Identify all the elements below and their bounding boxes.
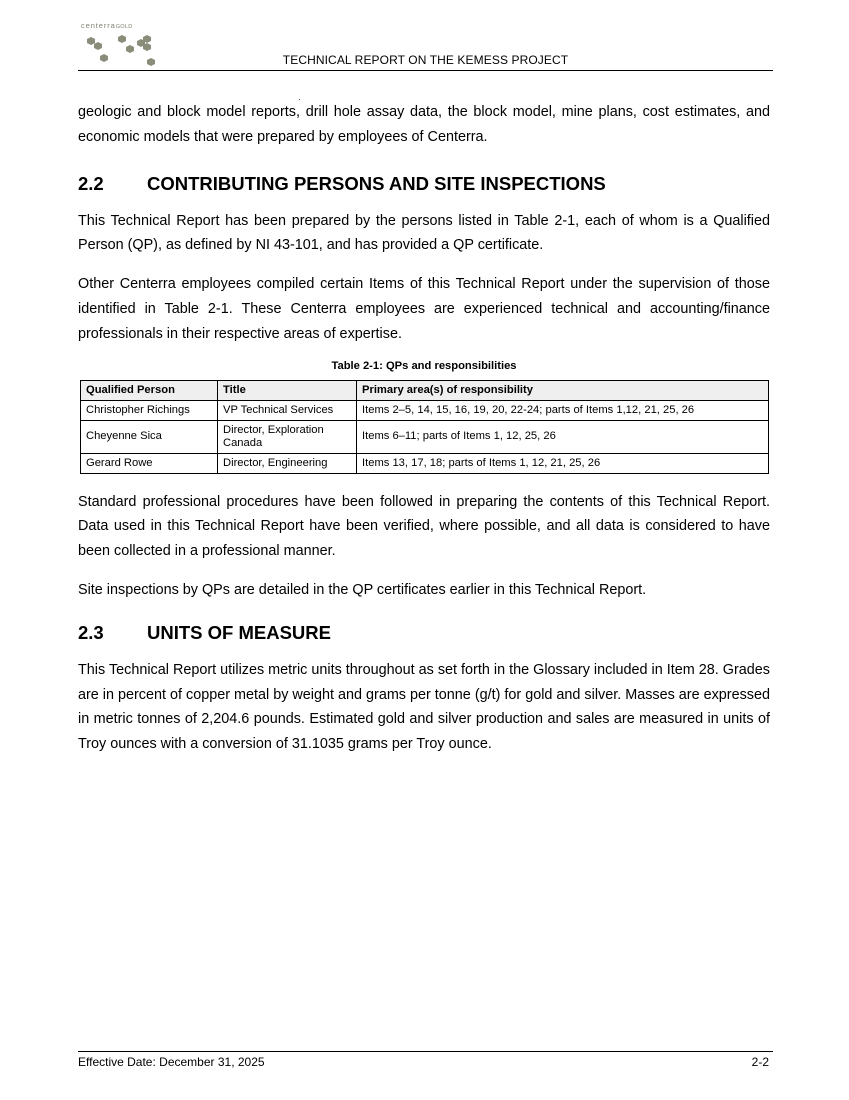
table-cell: Items 6–11; parts of Items 1, 12, 25, 26 — [357, 420, 769, 453]
table-cell: Director, Engineering — [218, 453, 357, 473]
paragraph-standard-procedures: Standard professional procedures have been followed in preparing the contents of this Technical Report. Data used in this Technical Report have been verified, where possible, and all data is considered to have been collected in a professional manner. — [78, 493, 770, 560]
paragraph-qp-prepared: This Technical Report has been prepared by the persons listed in Table 2-1, each of whom is a Qualified Person (QP), as defined by NI 43-101, and has provided a QP certificate. — [78, 212, 770, 254]
section-heading-2-3: 2.3 UNITS OF MEASURE — [78, 621, 331, 643]
table-row — [81, 453, 769, 473]
qp-responsibilities-table — [80, 380, 769, 474]
table-cell: Items 2–5, 14, 15, 16, 19, 20, 22-24; parts of Items 1,12, 21, 25, 26 — [357, 400, 769, 420]
paragraph-site-inspections: Site inspections by QPs are detailed in the QP certificates earlier in this Technical Report. — [78, 581, 647, 598]
table-cell: Cheyenne Sica — [81, 420, 218, 453]
page-number: 2-2 — [751, 1055, 769, 1069]
paragraph-other-employees: Other Centerra employees compiled certain Items of this Technical Report under the supervision of those identified in Table 2-1. These Centerra employees are experienced technical and accounting/finance professionals in their respective areas of expertise. — [78, 276, 770, 342]
table-header-cell: Qualified Person — [81, 380, 218, 400]
table-header-cell: Title — [218, 380, 357, 400]
page-header — [78, 18, 773, 71]
effective-date: Effective Date: December 31, 2025 — [78, 1055, 265, 1069]
paragraph-units-of-measure: This Technical Report utilizes metric units throughout as set forth in the Glossary included in Item 28. Grades are in percent of copper metal by weight and grams per tonne (g/t) for gold and silver. Masses are expressed in metric tonnes of 2,204.6 pounds. Estimated gold and silver production and sales are measured in units of Troy ounces with a conversion of 31.1035 grams per Troy ounce. — [78, 661, 770, 753]
logo-wordmark: centerraGOLD — [81, 21, 133, 30]
table-cell: Director, Exploration Canada — [218, 420, 357, 453]
table-header-row — [81, 380, 769, 400]
table-caption: Table 2-1: QPs and responsibilities — [331, 359, 517, 372]
page-footer — [78, 1051, 773, 1069]
page-body — [78, 100, 770, 757]
table-row — [81, 400, 769, 420]
table-row — [81, 420, 769, 453]
table-header-cell: Primary area(s) of responsibility — [357, 380, 769, 400]
table-cell: Items 13, 17, 18; parts of Items 1, 12, 21, 25, 26 — [357, 453, 769, 473]
table-cell: VP Technical Services — [218, 400, 357, 420]
table-cell: Christopher Richings — [81, 400, 218, 420]
section-heading-2-2: 2.2 CONTRIBUTING PERSONS AND SITE INSPECTIONS — [78, 172, 606, 194]
table-cell: Gerard Rowe — [81, 453, 218, 473]
intro-paragraph: geologic and block model reports, drill hole assay data, the block model, mine plans, cost estimates, and economic models that were prepared by employees of Centerra. — [78, 104, 770, 145]
report-title: TECHNICAL REPORT ON THE KEMESS PROJECT — [282, 53, 569, 67]
